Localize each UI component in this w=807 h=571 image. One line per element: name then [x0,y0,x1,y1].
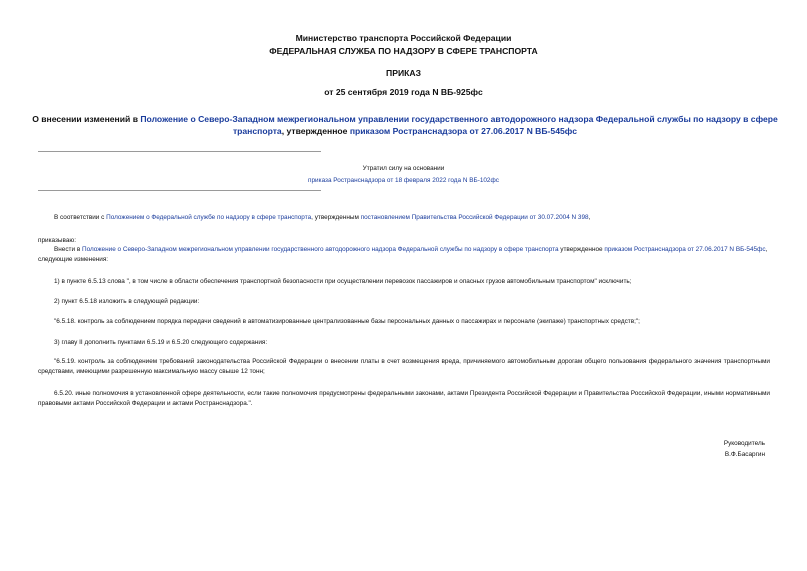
service-name: ФЕДЕРАЛЬНАЯ СЛУЖБА ПО НАДЗОРУ В СФЕРЕ ТРАНСПОРТА [269,46,538,56]
amend-suffix: , следующие изменения: [38,246,768,263]
document-type: ПРИКАЗ [386,68,421,78]
signature-position: Руководитель [723,440,765,447]
basis-middle: , утвержденным [311,214,361,221]
list-item-1: 1) в пункте 6.5.13 слова ", в том числе в области обеспечения транспортной безопасности при осуществлении перевозок пассажиров и опасных грузов автомобильным транспортом" исключить; [54,278,632,285]
status-note-link[interactable]: приказа Ространснадзора от 18 февраля 2022 года N ВБ-102фс [308,177,499,184]
title-middle: , утвержденное [281,126,350,136]
ministry-name: Министерство транспорта Российской Федерации [295,33,512,43]
title-link-order[interactable]: приказом Ространснадзора от 27.06.2017 N ВБ-545фс [349,126,578,136]
list-item-3-text-2: 6.5.20. иные полномочия в установленной сфере деятельности, если такие полномочия предусмотрены федеральными законами, актами Президента Российской Федерации и Правительства Российской Федерации, иными нормативными правовыми актами Российской Федерации и актами Ространснадзора.". [38,390,770,407]
basis-link-resolution[interactable]: постановлением Правительства Российской Федерации от 30.07.2004 N 398 [360,214,589,221]
divider-bottom [38,190,321,191]
signature-name: В.Ф.Басаргин [724,451,765,458]
status-note-text: Утратил силу на основании [362,165,445,172]
basis-prefix: В соответствии с [54,214,107,221]
basis-link-regulation[interactable]: Положением о Федеральной службе по надзору в сфере транспорта [106,214,312,221]
paragraph-order: приказываю: [38,237,76,244]
title-link-regulation[interactable]: Положение о Северо-Западном межрегиональном управлении государственного автодорожного надзора Федеральной службы по надзору в сфере транспорта [140,114,778,136]
list-item-3-text-1: "6.5.19. контроль за соблюдением требований законодательства Российской Федерации о внесении платы в счет возмещения вреда, причиняемого автомобильным дорогам общего пользования федерального значения транспортными средствами, имеющими разрешенную максимальную массу свыше 12 тонн; [38,358,770,375]
amend-middle: утвержденное [558,246,605,253]
paragraph-basis [38,213,770,223]
basis-suffix: , [588,214,591,221]
amend-prefix: Внести в [54,246,82,253]
list-item-2-text: "6.5.18. контроль за соблюдением порядка передачи сведений в автоматизированные централизованные базы персональных данных о пассажирах и персонале (экипаже) транспортных средств;"; [54,318,640,325]
paragraph-amendments [38,245,770,264]
document-title [32,113,778,137]
amend-link-order[interactable]: приказом Ространснадзора от 27.06.2017 N ВБ-545фс [604,246,766,253]
list-item-3: 3) главу II дополнить пунктами 6.5.19 и 6.5.20 следующего содержания: [54,339,268,346]
title-prefix: О внесении изменений в [32,114,141,124]
divider-top [38,151,321,152]
document-date-number: от 25 сентября 2019 года N ВБ-925фс [324,87,483,97]
list-item-2: 2) пункт 6.5.18 изложить в следующей редакции: [54,298,200,305]
amend-link-regulation[interactable]: Положение о Северо-Западном межрегиональном управлении государственного автодорожного надзора Федеральной службы по надзору в сфере транспорта [81,246,559,253]
